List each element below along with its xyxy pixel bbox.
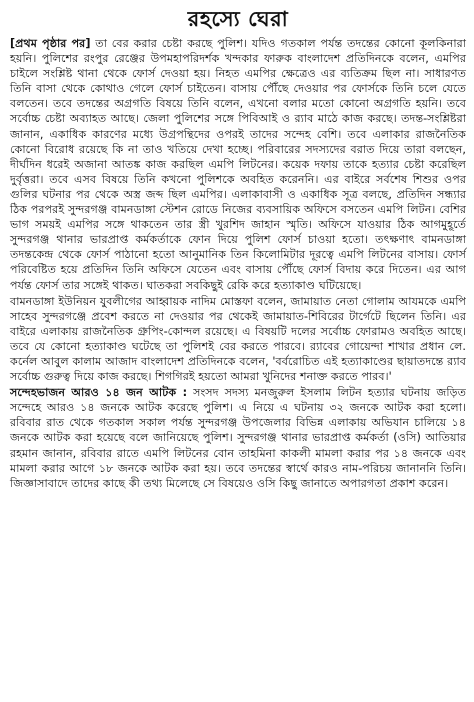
continuation-marker: [প্রথম পৃষ্ঠার পর] xyxy=(10,37,91,50)
article-paragraph-3 xyxy=(10,385,466,491)
paragraph-2-text: বামনডাঙ্গা ইউনিয়ন যুবলীগের আহ্বায়ক নাদিম মোস্তফা বলেন, জামায়াত নেতা গোলাম আযমকে এমপি সাহেব সুন্দরগঞ্জে প্রবেশ করতে না দেওয়ার পর থেকেই জামায়াত-শিবিরের টার্গেটে ছিলেন তিনি। এর বাইরে এলাকায় রাজনৈতিক গ্রুপিং-কোন্দল রয়েছে। এ বিষয়টি দলের সর্বোচ্চ ফোরামও অবহিত আছে। তবে যে কোনো হত্যাকাণ্ড ঘটেছে তা পুলিশই বের করতে পারবে। র‌্যাবের গোয়েন্দা শাখার প্রধান লে. কর্নেল আবুল কালাম আজাদ বাংলাদেশ প্রতিদিনকে বলেন, 'বর্বরোচিত এই হত্যাকাণ্ডের ছায়াতদন্তে র‌্যাব সর্বোচ্চ গুরুত্ব দিয়ে কাজ করছে। শিগগিরই হয়তো আমরা খুনিদের শনাক্ত করতে পারব।' xyxy=(10,294,466,384)
article-paragraph-1 xyxy=(10,36,466,293)
subheading-detained: সন্দেহভাজন আরও ১৪ জন আটক : xyxy=(10,386,188,400)
article-paragraph-2 xyxy=(10,294,466,385)
article-title: রহস্যে ঘেরা xyxy=(187,6,289,31)
paragraph-1-text: তা বের করার চেষ্টা করছে পুলিশ। যদিও গতকাল পর্যন্ত তদন্তের কোনো কূলকিনারা হয়নি। পুলিশের রংপুর রেঞ্জের উপমহাপরিদর্শক খন্দকার ফারুক বাংলাদেশ প্রতিদিনকে বলেন, এমপির চাইলে সংশ্লিষ্ট থানা থেকে ফোর্স দেওয়া হয়। নিহত এমপির ক্ষেত্রেও এর ব্যতিক্রম ছিল না। সাধারণত তিনি বাসা থেকে কোথাও গেলে ফোর্স চাইতেন। বাসায় পৌঁছে দেওয়ার পর ফোর্সকে তিনি চলে যেতে বলতেন। তবে তদন্তের অগ্রগতি বিষয়ে তিনি বলেন, এখনো বলার মতো কোনো অগ্রগতি হয়নি। তবে সর্বোচ্চ চেষ্টা অব্যাহত আছে। জেলা পুলিশের সঙ্গে পিবিআই ও র‌্যাব মাঠে কাজ করছে। তদন্ত-সংশ্লিষ্টরা জানান, একাধিক কারণের মধ্যে উগ্রপন্থিদের ওপরই তাদের সন্দেহ বেশি। তবে এলাকার রাজনৈতিক কোনো বিরোধ রয়েছে কি না তাও খতিয়ে দেখা হচ্ছে। পরিবারের সদস্যদের বরাত দিয়ে তারা বলছেন, দীর্ঘদিন ধরেই অজানা আতঙ্ক কাজ করছিল এমপি লিটনের। কয়েক দফায় তাকে হত্যার চেষ্টা করেছিল দুর্বৃত্তরা। তবে এসব বিষয়ে তিনি কখনো পুলিশকে অবহিত করেননি। এর বাইরে সর্বশেষ শিশুর ওপর গুলির ঘটনার পর থেকে অস্ত্র জব্দ ছিল এমপির। এলাকাবাসী ও একাধিক সূত্র বলছে, প্রতিদিন সন্ধ্যার ঠিক পরপরই সুন্দরগঞ্জ বামনডাঙ্গা স্টেশন রোডে নিজের ব্যবসায়িক অফিসে বসতেন এমপি লিটন। বেশির ভাগ সময়ই এমপির সঙ্গে থাকতেন তার স্ত্রী খুরশিদ জাহান স্মৃতি। অফিসে যাওয়ার ঠিক আগমুহূর্তে সুন্দরগঞ্জ থানার ভারপ্রাপ্ত কর্মকর্তাকে ফোন দিয়ে পুলিশ ফোর্স চাওয়া হতো। তৎক্ষণাৎ বামনডাঙ্গা তদন্তকেন্দ্র থেকে ফোর্স পাঠানো হতো আনুমানিক তিন কিলোমিটার দূরত্বে এমপি লিটনের বাসায়। ফোর্স পরিবেষ্টিত হয়ে প্রতিদিন তিনি অফিসে যেতেন এবং বাসায় পৌঁছে ফোর্স বিদায় করে দিতেন। এর আগ পর্যন্ত ফোর্স তার সঙ্গেই থাকত। ঘাতকরা সবকিছুই রেকি করে হত্যাকাণ্ড ঘটিয়েছে। xyxy=(10,37,466,292)
paragraph-3-text: সংসদ সদস্য মনজুরুল ইসলাম লিটন হত্যার ঘটনায় জড়িত সন্দেহে আরও ১৪ জনকে আটক করেছে পুলিশ। এ নিয়ে এ ঘটনায় ৩২ জনকে আটক করা হলো। রবিবার রাত থেকে গতকাল সকাল পর্যন্ত সুন্দরগঞ্জ উপজেলার বিভিন্ন এলাকায় অভিযান চালিয়ে ১৪ জনকে আটক করা হয়েছে বলে জানিয়েছে পুলিশ। সুন্দরগঞ্জ থানার ভারপ্রাপ্ত কর্মকর্তা (ওসি) আতিয়ার রহমান জানান, রবিবার রাতে এমপি লিটনের বোন তাহমিনা কাকলী মামলা করার পর ১৪ জনকে এবং মামলা করার আগে ১৮ জনকে আটক করা হয়। তবে তদন্তের স্বার্থে কারও নাম-পরিচয় জানাননি তিনি। জিজ্ঞাসাবাদে তাদের কাছে কী তথ্য মিলেছে সে বিষয়েও ওসি কিছু জানাতে অপারগতা প্রকাশ করেন। xyxy=(10,386,466,490)
